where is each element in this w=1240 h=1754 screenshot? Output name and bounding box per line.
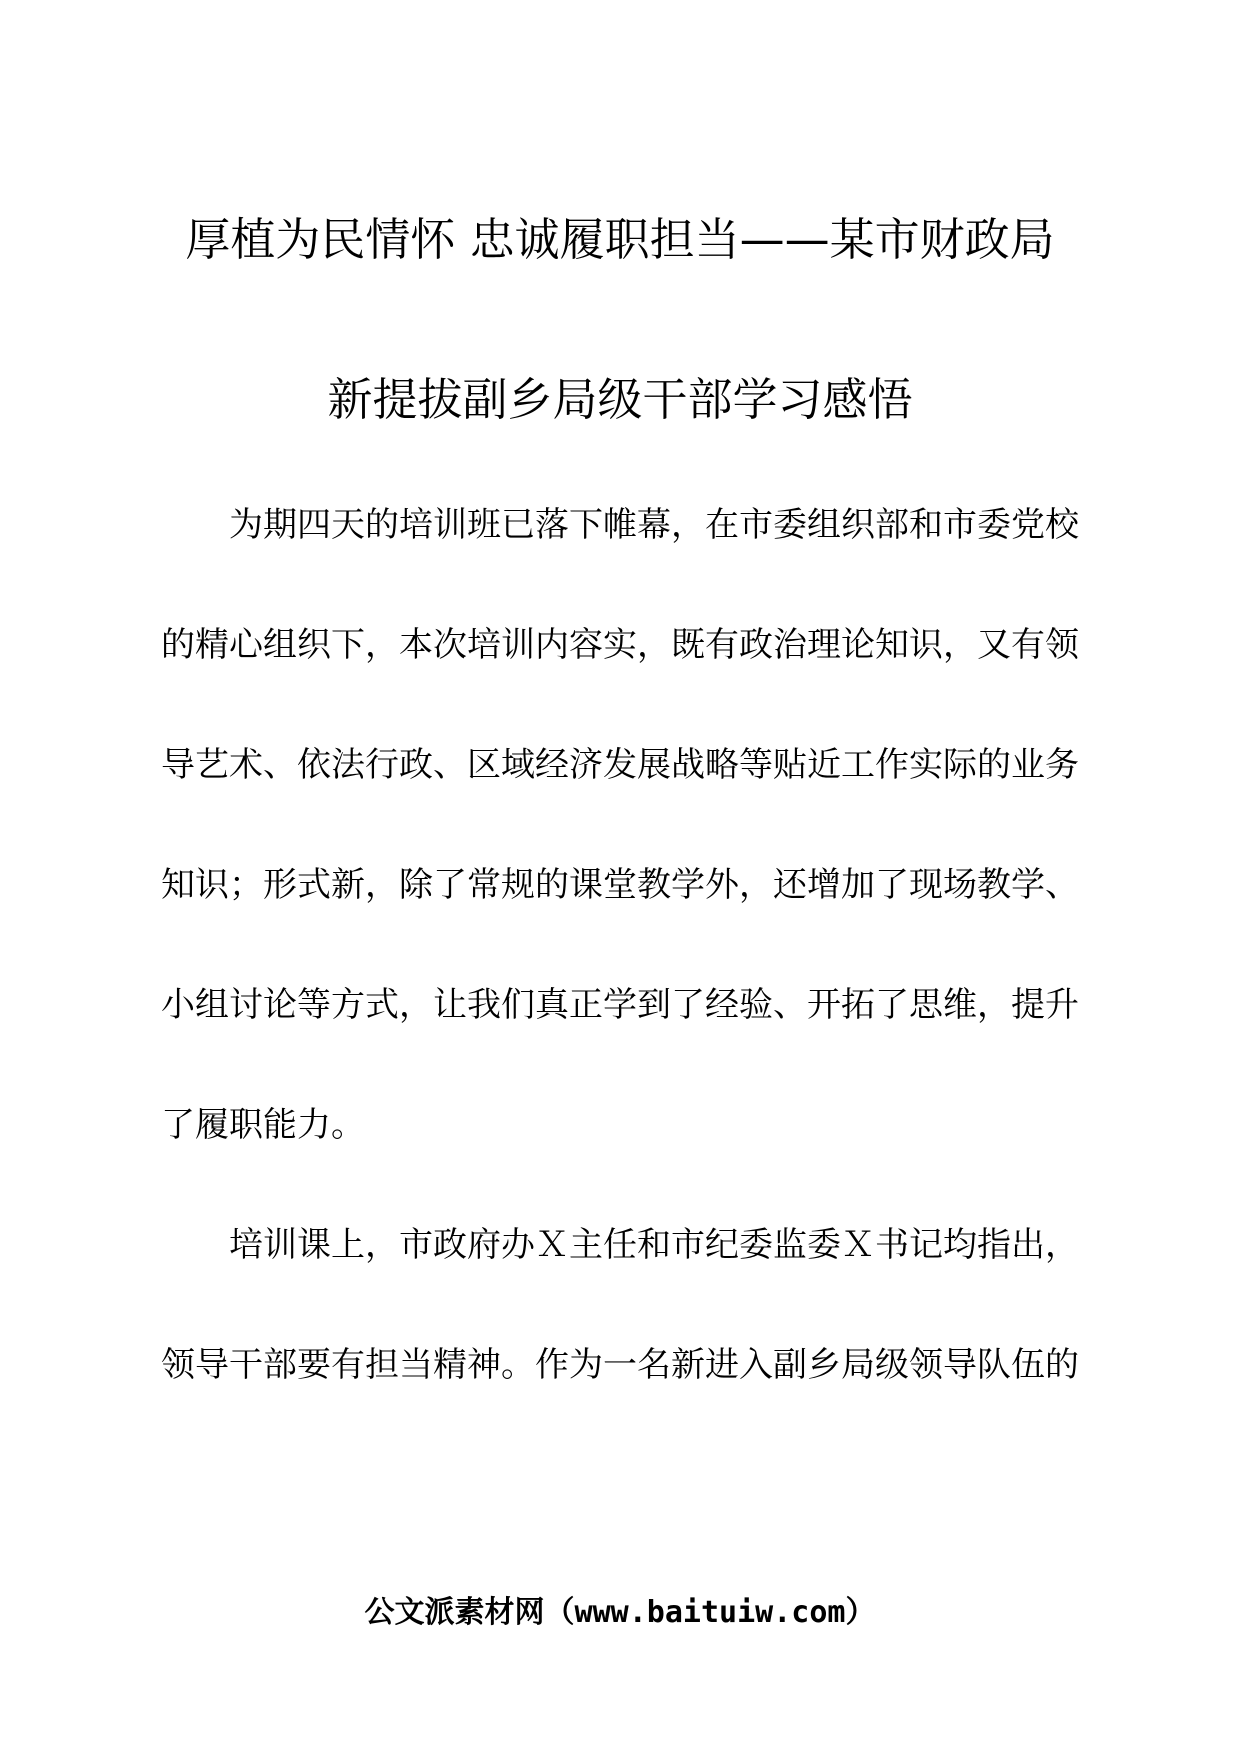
page-footer [0, 1593, 1240, 1633]
body-text-line: 为期四天的培训班已落下帷幕，在市委组织部和市委党校 [161, 505, 1079, 545]
document-title-line-2: 新提拔副乡局级干部学习感悟 [327, 373, 913, 426]
document-title-line-1: 厚植为民情怀 忠诚履职担当——某市财政局 [185, 213, 1055, 266]
body-text-line: 了履职能力。 [161, 1105, 365, 1145]
body-text-line: 知识；形式新，除了常规的课堂教学外，还增加了现场教学、 [161, 865, 1079, 905]
body-text-line: 培训课上，市政府办Ｘ主任和市纪委监委Ｘ书记均指出， [161, 1225, 1079, 1265]
footer-site-name: 公文派素材网 [364, 1595, 545, 1630]
body-text-line: 小组讨论等方式，让我们真正学到了经验、开拓了思维，提升 [161, 985, 1079, 1025]
body-text-line: 领导干部要有担当精神。作为一名新进入副乡局级领导队伍的 [161, 1345, 1079, 1385]
body-text-line: 的精心组织下，本次培训内容实，既有政治理论知识，又有领 [161, 625, 1079, 665]
footer-site-url: （www.baituiw.com） [544, 1595, 876, 1630]
body-text-line: 导艺术、依法行政、区域经济发展战略等贴近工作实际的业务 [161, 745, 1079, 785]
